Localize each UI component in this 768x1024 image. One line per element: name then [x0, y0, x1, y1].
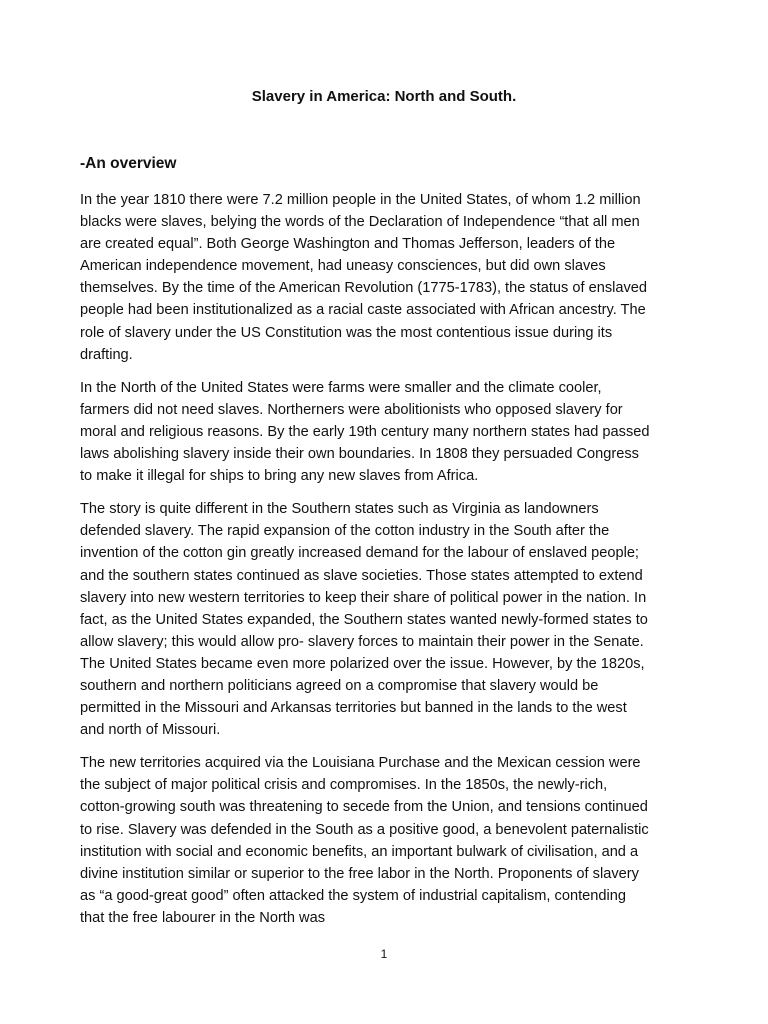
document-title: Slavery in America: North and South.: [251, 88, 517, 105]
paragraph-4: The new territories acquired via the Louisiana Purchase and the Mexican cession were the subject of major political crisis and compromises. In the 1850s, the newly-rich, cotton-growing south was threatening to secede from the Union, and tensions continued to rise. Slavery was defended in the South as a positive good, a benevolent paternalistic institution with social and economic benefits, an important bulwark of civilisation, and a divine institution similar or superior to the free labor in the North. Proponents of slavery as “a good-great good” often attacked the system of industrial capitalism, contending that the free labourer in the North was: [80, 755, 649, 926]
paragraph-2: In the North of the United States were farms were smaller and the climate cooler, farmers did not need slaves. Northerners were abolitionists who opposed slavery for moral and religious reasons. By the early 19th century many northern states had passed laws abolishing slavery inside their own boundaries. In 1808 they persuaded Congress to make it illegal for ships to bring any new slaves from Africa.: [80, 379, 650, 485]
section-heading: -An overview: [80, 155, 177, 172]
page-number: 1: [380, 947, 388, 961]
document-body: [80, 189, 654, 940]
paragraph-1: In the year 1810 there were 7.2 million people in the United States, of whom 1.2 million blacks were slaves, belying the words of the Declaration of Independence “that all men are created equal”. Both George Washington and Thomas Jefferson, leaders of the American independence movement, had uneasy consciences, but did own slaves themselves. By the time of the American Revolution (1775-1783), the status of enslaved people had been institutionalized as a racial caste associated with African ancestry. The role of slavery under the US Constitution was the most contentious issue during its drafting.: [80, 192, 648, 363]
paragraph-3: The story is quite different in the Southern states such as Virginia as landowners defended slavery. The rapid expansion of the cotton industry in the South after the invention of the cotton gin greatly increased demand for the labour of enslaved people; and the southern states continued as slave societies. Those states attempted to extend slavery into new western territories to keep their share of political power in the nation. In fact, as the United States expanded, the Southern states wanted newly-formed states to allow slavery; this would allow pro- slavery forces to maintain their power in the Senate. The United States became even more polarized over the issue. However, by the 1820s, southern and northern politicians agreed on a compromise that slavery would be permitted in the Missouri and Arkansas territories but banned in the lands to the west and north of Missouri.: [80, 501, 648, 739]
